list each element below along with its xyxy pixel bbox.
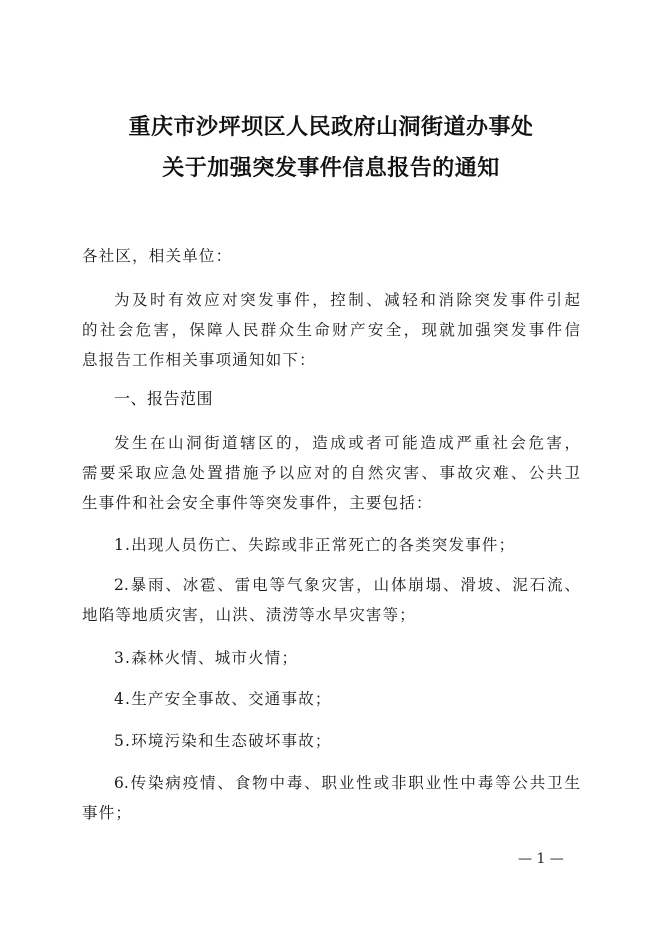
section-1-para-line-3: 生事件和社会安全事件等突发事件，主要包括： <box>82 494 433 512</box>
intro-line-3: 息报告工作相关事项通知如下： <box>82 351 316 369</box>
document-title-line-2: 关于加强突发事件信息报告的通知 <box>162 156 500 181</box>
list-item-3: 3.森林火情、城市火情； <box>114 649 299 667</box>
list-item-6-line-2: 事件； <box>82 804 133 822</box>
list-item-6-line-1: 6.传染病疫情、食物中毒、职业性或非职业性中毒等公共卫生 <box>114 774 580 792</box>
section-1-para-line-1: 发生在山洞街道辖区的，造成或者可能造成严重社会危害， <box>114 434 580 452</box>
intro-line-2: 的社会危害，保障人民群众生命财产安全，现就加强突发事件信 <box>82 321 580 339</box>
section-1-heading: 一、报告范围 <box>114 389 214 408</box>
document-title-line-1: 重庆市沙坪坝区人民政府山洞街道办事处 <box>128 115 534 140</box>
list-item-4: 4.生产安全事故、交通事故； <box>114 690 332 708</box>
intro-line-1: 为及时有效应对突发事件，控制、减轻和消除突发事件引起 <box>114 291 580 309</box>
page-number: — 1 — <box>518 851 564 867</box>
list-item-2-line-1: 2.暴雨、冰雹、雷电等气象灾害，山体崩塌、滑坡、泥石流、 <box>114 576 580 594</box>
list-item-5: 5.环境污染和生态破坏事故； <box>114 732 332 750</box>
section-1-para-line-2: 需要采取应急处置措施予以应对的自然灾害、事故灾难、公共卫 <box>82 464 580 482</box>
list-item-2-line-2: 地陷等地质灾害，山洪、渍涝等水旱灾害等； <box>82 606 417 624</box>
list-item-1: 1.出现人员伤亡、失踪或非正常死亡的各类突发事件； <box>114 536 516 554</box>
salutation: 各社区，相关单位： <box>82 247 233 265</box>
